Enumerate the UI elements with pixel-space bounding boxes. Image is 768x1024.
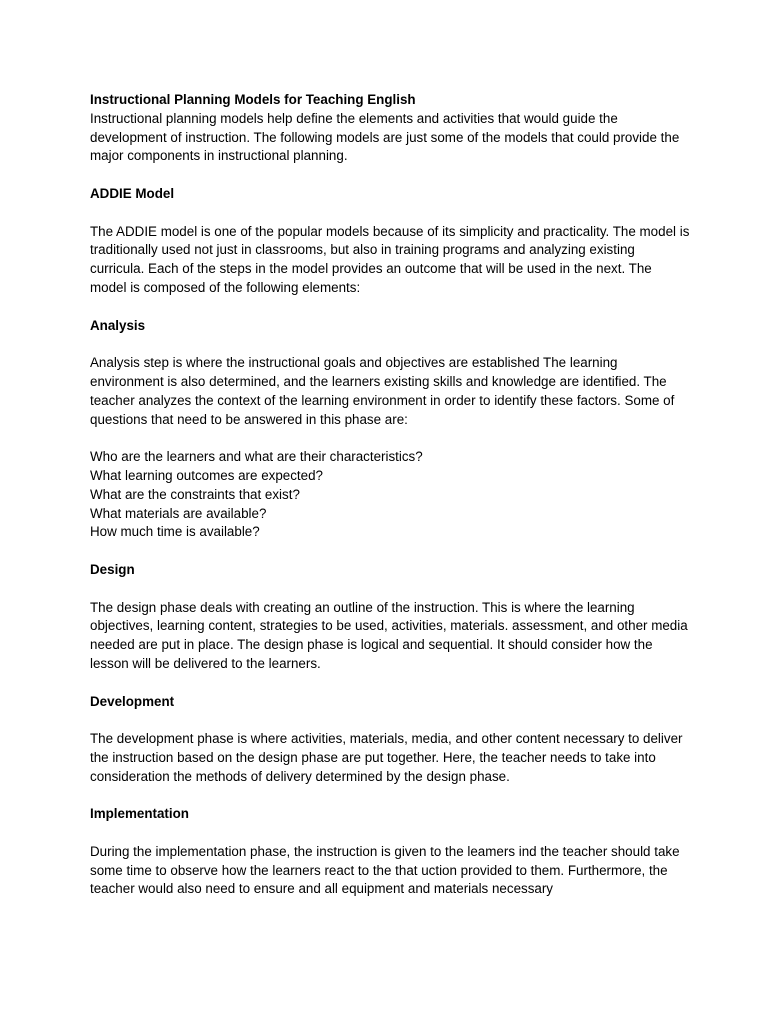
design-paragraph: The design phase deals with creating an outline of the instruction. This is where the learning objectives, learning content, strategies to be used, activities, materials. assessment, and other media needed are put in place. The design phase is logical and sequential. It should consider how the lesson will be delivered to the learners. [90, 599, 688, 671]
document-content [90, 91, 690, 899]
spacer [90, 166, 690, 185]
spacer [90, 786, 690, 805]
design-heading: Design [90, 561, 135, 577]
spacer [90, 429, 690, 448]
spacer [90, 580, 690, 599]
analysis-questions-list [90, 448, 690, 542]
list-item: What learning outcomes are expected? [90, 467, 323, 483]
spacer [90, 711, 690, 730]
addie-heading: ADDIE Model [90, 185, 175, 201]
spacer [90, 298, 690, 317]
spacer [90, 542, 690, 561]
list-item: What are the constraints that exist? [90, 486, 300, 502]
list-item: How much time is available? [90, 524, 260, 540]
spacer [90, 824, 690, 843]
development-heading: Development [90, 693, 175, 709]
implementation-heading: Implementation [90, 806, 189, 822]
spacer [90, 204, 690, 223]
document-title: Instructional Planning Models for Teaching English [90, 92, 416, 107]
spacer [90, 674, 690, 693]
list-item: What materials are available? [90, 505, 267, 521]
analysis-heading: Analysis [90, 317, 146, 333]
list-item: Who are the learners and what are their characteristics? [90, 449, 423, 465]
addie-paragraph: The ADDIE model is one of the popular models because of its simplicity and practicality. The model is traditionally used not just in classrooms, but also in training programs and analyzing existing curricula. Each of the steps in the model provides an outcome that will be used in the next. The model is composed of the following elements: [90, 223, 690, 295]
analysis-paragraph: Analysis step is where the instructional goals and objectives are established The learning environment is also determined, and the learners existing skills and knowledge are identified. The teacher analyzes the context of the learning environment in order to identify these factors. Some of questions that need to be answered in this phase are: [90, 355, 675, 427]
spacer [90, 335, 690, 354]
intro-paragraph: Instructional planning models help define the elements and activities that would guide the development of instruction. The following models are just some of the models that could provide the major components in instructional planning. [90, 110, 680, 164]
implementation-paragraph: During the implementation phase, the instruction is given to the leamers ind the teacher should take some time to observe how the learners react to the that uction provided to them. Furthermore, the teacher would also need to ensure and all equipment and materials necessary [90, 843, 680, 897]
development-paragraph: The development phase is where activities, materials, media, and other content necessary to deliver the instruction based on the design phase are put together. Here, the teacher needs to take into consideration the methods of delivery determined by the design phase. [90, 731, 683, 784]
